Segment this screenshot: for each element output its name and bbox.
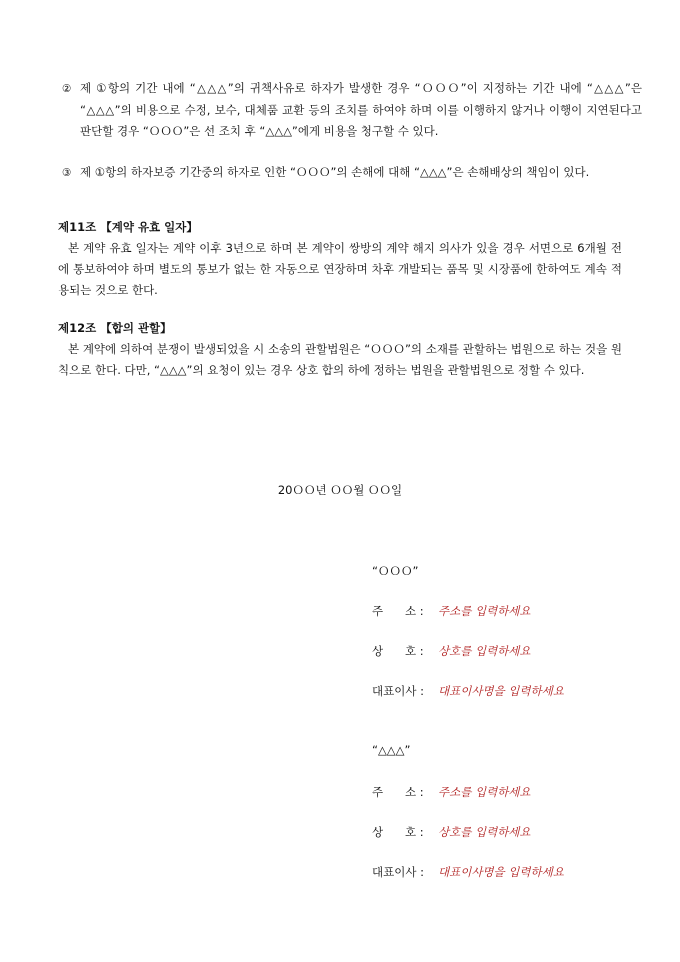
party2-company-row (372, 824, 672, 840)
party1-ceo-value[interactable]: 대표이사명을 입력하세요 (438, 684, 564, 698)
party2-address-row (372, 784, 672, 800)
article-12-title: 제12조 【합의 관할】 (58, 321, 172, 335)
article-12-body: 본 계약에 의하여 분쟁이 발생되었을 시 소송의 관할법원은 “ＯＯＯ”의 소재를 관할하는 법원으로 하는 것을 원칙으로 한다. 다만, “△△△”의 요청이 있는 경우 상호 합의 하에 정하는 법원을 관할법원으로 정할 수 있다. (58, 342, 622, 377)
item-number: ② (62, 83, 72, 95)
address-label: 주 소 : (372, 785, 424, 799)
party2-address-value[interactable]: 주소를 입력하세요 (438, 785, 531, 799)
ceo-label: 대표이사 : (372, 684, 424, 698)
contract-date: 20ＯＯ년 ＯＯ월 ＯＯ일 (277, 483, 403, 497)
address-label: 주 소 : (372, 604, 424, 618)
item-text: 제 ①항의 기간 내에 “△△△”의 귀책사유로 하자가 발생한 경우 “ＯＯＯ”이 지정하는 기간 내에 “△△△”은 “△△△”의 비용으로 수정, 보수, 대체품 교환 등의 조치를 하여야 하며 이를 이행하지 않거나 이행이 지연된다고 판단할 경우 “ＯＯＯ”은 선 조치 후 “△△△”에게 비용을 청구할 수 있다. (80, 81, 642, 138)
article-11-title: 제11조 【계약 유효 일자】 (58, 220, 198, 234)
party1-ceo-row (372, 683, 672, 699)
party1-company-row (372, 643, 672, 659)
party2-ceo-row (372, 864, 672, 880)
company-label: 상 호 : (372, 644, 424, 658)
item-number: ③ (62, 167, 72, 179)
party1-address-row (372, 603, 672, 619)
clause-item-2 (62, 78, 642, 142)
party2-company-value[interactable]: 상호를 입력하세요 (438, 825, 531, 839)
party1-company-value[interactable]: 상호를 입력하세요 (438, 644, 531, 658)
company-label: 상 호 : (372, 825, 424, 839)
clause-item-3 (62, 162, 642, 184)
party1-address-value[interactable]: 주소를 입력하세요 (438, 604, 531, 618)
item-text: 제 ①항의 하자보증 기간중의 하자로 인한 “ＯＯＯ”의 손해에 대해 “△△△”은 손해배상의 책임이 있다. (80, 165, 590, 179)
party2-ceo-value[interactable]: 대표이사명을 입력하세요 (438, 865, 564, 879)
party1-name: “ＯＯＯ” (372, 564, 419, 578)
party2-name: “△△△” (372, 743, 411, 757)
ceo-label: 대표이사 : (372, 865, 424, 879)
article-11-body: 본 계약 유효 일자는 계약 이후 3년으로 하며 본 계약이 쌍방의 계약 해지 의사가 있을 경우 서면으로 6개월 전에 통보하여야 하며 별도의 통보가 없는 한 자동으로 연장하며 차후 개발되는 품목 및 시장품에 한하여도 계속 적용되는 것으로 한다. (58, 241, 622, 297)
